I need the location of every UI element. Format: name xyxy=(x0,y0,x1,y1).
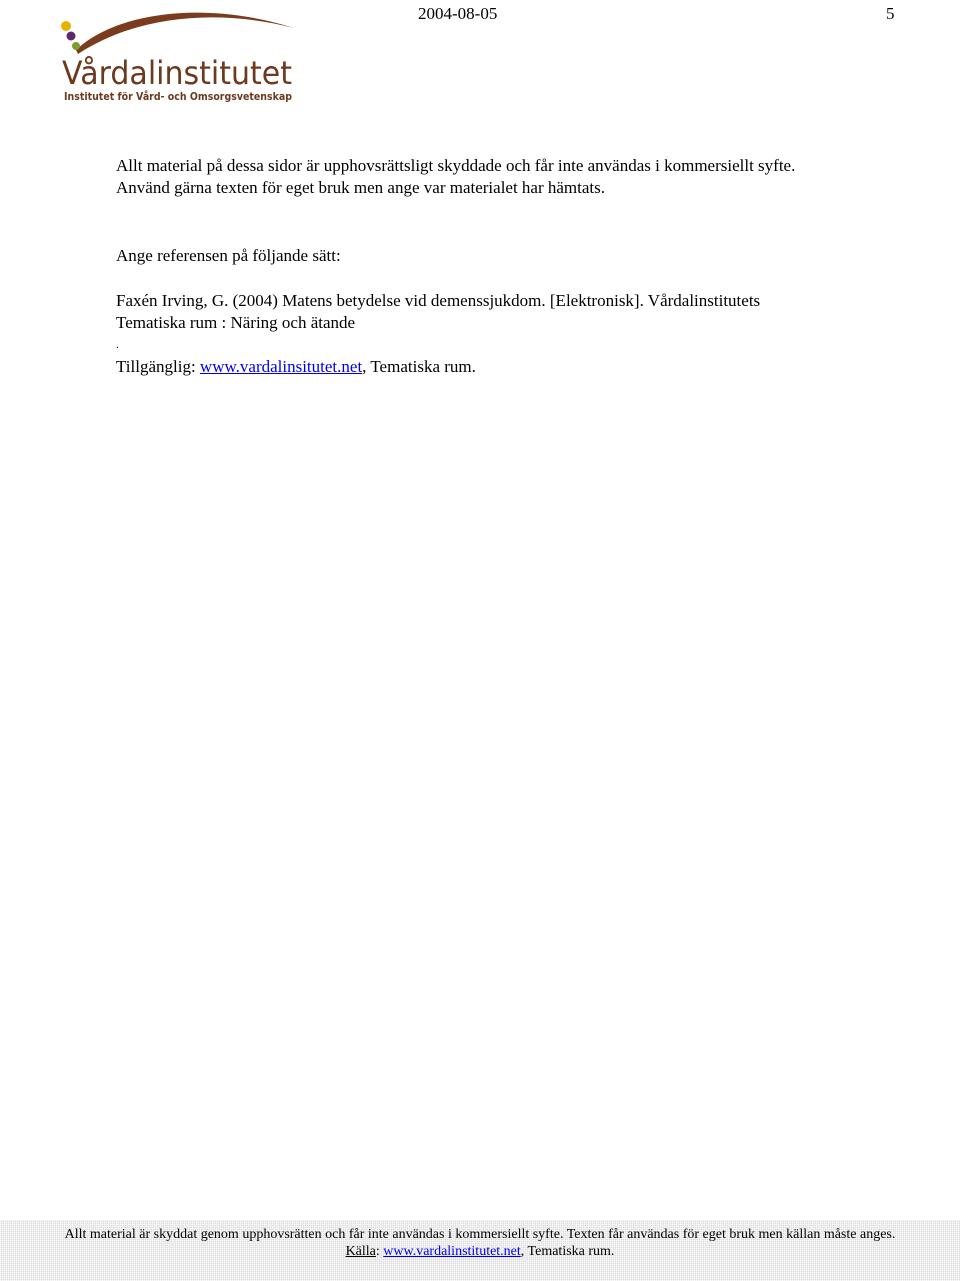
availability-prefix: Tillgänglig: xyxy=(116,357,200,376)
footer-source-suffix: , Tematiska rum. xyxy=(520,1244,615,1259)
logo-arc-shape xyxy=(76,13,294,54)
page-number: 5 xyxy=(886,4,895,23)
availability-line xyxy=(116,356,760,378)
copyright-line-1: Allt material på dessa sidor är upphovsrättsligt skyddade och får inte användas i kommersiellt syfte. xyxy=(116,156,796,175)
logo-dot-yellow xyxy=(61,21,71,31)
copyright-line-2: Använd gärna texten för eget bruk men ange var materialet har hämtats. xyxy=(116,178,606,197)
reference-block xyxy=(116,290,760,378)
vardalinstitutet-logo xyxy=(56,2,301,104)
logo-tagline: Institutet för Vård- och Omsorgsvetenskap xyxy=(64,90,293,103)
reference-line-1: Faxén Irving, G. (2004) Matens betydelse vid demenssjukdom. [Elektronisk]. Vårdalinstitutets xyxy=(116,291,761,310)
footer-source xyxy=(0,1244,960,1260)
footer-source-link[interactable]: www.vardalinstitutet.net xyxy=(383,1244,521,1259)
logo-dot-purple xyxy=(67,32,76,41)
reference-intro: Ange referensen på följande sätt: xyxy=(116,246,341,265)
reference-dot: . xyxy=(116,339,119,351)
footer-source-label: Källa xyxy=(345,1244,376,1259)
reference-line-2: Tematiska rum : Näring och ätande xyxy=(116,313,356,332)
header-date: 2004-08-05 xyxy=(418,4,498,23)
page-footer xyxy=(0,1220,960,1281)
logo-wordmark: Vårdalinstitutet xyxy=(62,54,292,92)
footer-copyright: Allt material är skyddat genom upphovsrätten och får inte användas i kommersiellt syfte. Texten får användas för eget bruk men källan måste anges. xyxy=(64,1227,896,1242)
copyright-notice xyxy=(116,155,795,199)
vardalinsitutet-link[interactable]: www.vardalinsitutet.net xyxy=(199,357,363,376)
logo-dot-green xyxy=(72,42,80,50)
footer-source-sep: : xyxy=(375,1244,384,1259)
availability-suffix: , Tematiska rum. xyxy=(362,357,476,376)
